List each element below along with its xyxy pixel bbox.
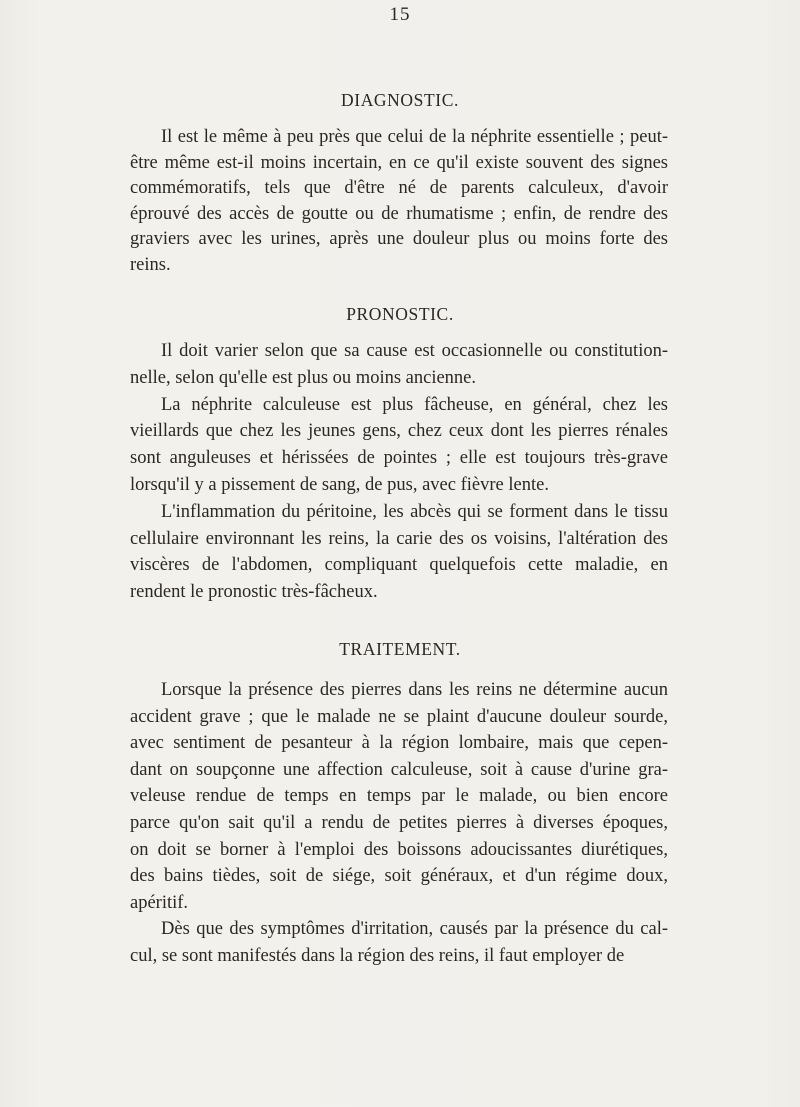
text-line: parce qu'on sait qu'il a rendu de petites pierres à diverses époques, — [130, 813, 668, 833]
text-line: Il doit varier selon que sa cause est occasionnelle ou constitution- — [161, 341, 668, 361]
section-heading: DIAGNOSTIC. — [341, 90, 459, 110]
text-line: reins. — [130, 255, 171, 275]
text-line: Il est le même à peu près que celui de la néphrite essentielle ; peut- — [161, 127, 668, 147]
text-line: dant on soupçonne une affection calculeuse, soit à cause d'urine gra- — [130, 759, 668, 780]
text-line: cul, se sont manifestés dans la région des reins, il faut employer de — [130, 946, 625, 966]
text-line: La néphrite calculeuse est plus fâcheuse, en général, chez les — [161, 394, 668, 415]
text-line: vieillards que chez les jeunes gens, chez ceux dont les pierres rénales — [130, 421, 668, 442]
text-line: on doit se borner à l'emploi des boissons adoucissantes diurétiques, — [130, 839, 668, 860]
text-line: Lorsque la présence des pierres dans les reins ne détermine aucun — [161, 680, 668, 700]
text-line: veleuse rendue de temps en temps par le malade, ou bien encore — [130, 786, 668, 807]
section-heading: PRONOSTIC. — [346, 304, 454, 324]
text-line: avec sentiment de pesanteur à la région lombaire, mais que cepen- — [130, 733, 668, 754]
section-heading: TRAITEMENT. — [339, 639, 461, 659]
text-line: rendent le pronostic très-fâcheux. — [130, 582, 378, 603]
text-line: cellulaire environnant les reins, la carie des os voisins, l'altération des — [130, 528, 668, 549]
text-line: viscères de l'abdomen, compliquant quelquefois cette maladie, en — [130, 555, 668, 576]
text-line: commémoratifs, tels que d'être né de parents calculeux, d'avoir — [130, 178, 668, 199]
text-line: graviers avec les urines, après une douleur plus ou moins forte des — [130, 229, 668, 250]
text-line: apéritif. — [130, 892, 189, 913]
text-line: L'inflammation du péritoine, les abcès qui se forment dans le tissu — [161, 501, 668, 522]
text-line: nelle, selon qu'elle est plus ou moins ancienne. — [130, 367, 477, 388]
text-line: accident grave ; que le malade ne se plaint d'aucune douleur sourde, — [130, 706, 668, 727]
text-line: sont anguleuses et hérissées de pointes ; elle est toujours très-grave — [130, 448, 668, 469]
text-line: lorsqu'il y a pissement de sang, de pus, avec fièvre lente. — [130, 475, 549, 495]
text-line: être même est-il moins incertain, en ce qu'il existe souvent des signes — [130, 152, 668, 173]
text-line: des bains tièdes, soit de siége, soit généraux, et d'un régime doux, — [130, 866, 668, 887]
text-line: Dès que des symptômes d'irritation, causés par la présence du cal- — [161, 919, 668, 940]
text-line: éprouvé des accès de goutte ou de rhumatisme ; enfin, de rendre des — [130, 203, 668, 224]
page-number: 15 — [389, 4, 411, 25]
